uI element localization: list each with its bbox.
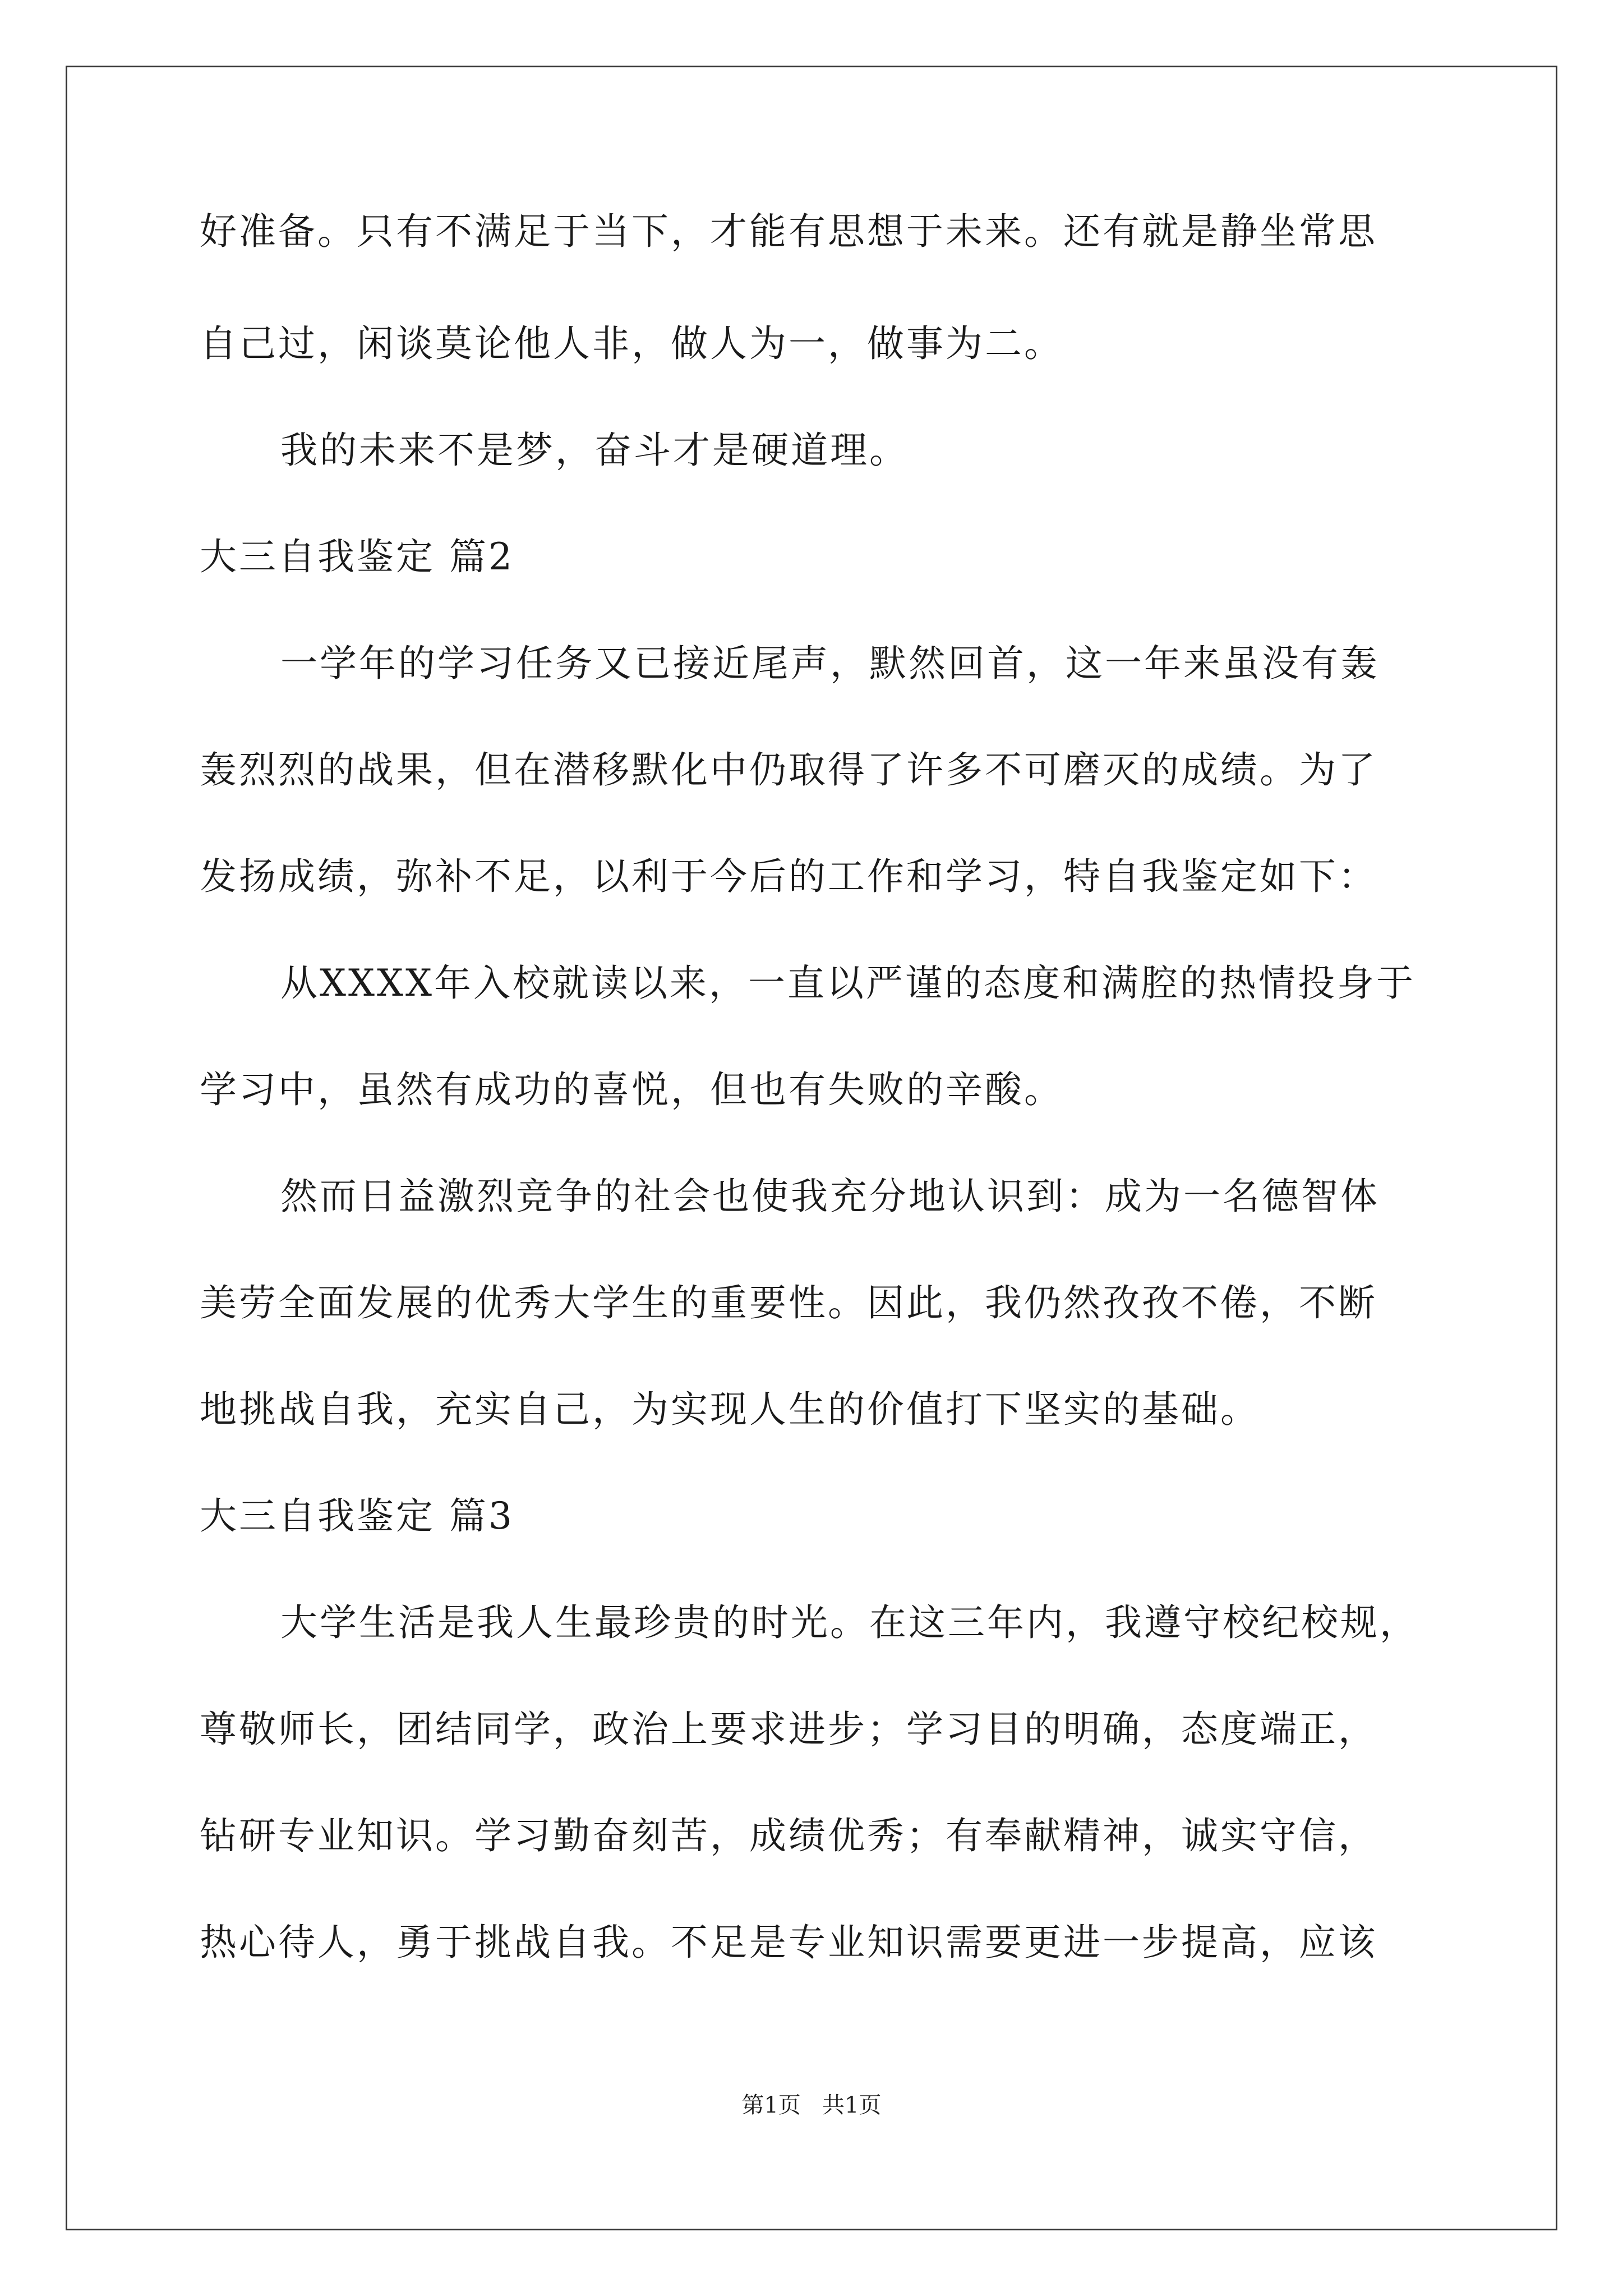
body-line: 尊敬师长，团结同学，政治上要求进步；学习目的明确，态度端正， bbox=[200, 1708, 1377, 1751]
body-line: 美劳全面发展的优秀大学生的重要性。因此，我仍然孜孜不倦，不断 bbox=[200, 1281, 1377, 1324]
page-footer: 第1页 共1页 bbox=[741, 2092, 882, 2118]
page-border bbox=[66, 66, 1557, 2230]
body-line: 轰烈烈的战果，但在潜移默化中仍取得了许多不可磨灭的成绩。为了 bbox=[200, 748, 1377, 792]
section-heading: 大三自我鉴定 篇2 bbox=[200, 535, 514, 578]
section-heading: 大三自我鉴定 篇3 bbox=[200, 1494, 514, 1538]
body-line: 好准备。只有不满足于当下，才能有思想于未来。还有就是静坐常思 bbox=[200, 210, 1377, 253]
body-line: 然而日益激烈竞争的社会也使我充分地认识到：成为一名德智体 bbox=[280, 1175, 1380, 1218]
body-line: 大学生活是我人生最珍贵的时光。在这三年内，我遵守校纪校规， bbox=[280, 1601, 1419, 1644]
body-line: 学习中，虽然有成功的喜悦，但也有失败的辛酸。 bbox=[200, 1068, 1063, 1111]
body-line: 自己过，闲谈莫论他人非，做人为一，做事为二。 bbox=[200, 322, 1063, 365]
body-line: 钻研专业知识。学习勤奋刻苦，成绩优秀；有奉献精神，诚实守信， bbox=[200, 1814, 1377, 1857]
body-line: 从XXXX年入校就读以来，一直以严谨的态度和满腔的热情投身于 bbox=[280, 961, 1415, 1005]
body-line: 地挑战自我，充实自己，为实现人生的价值打下坚实的基础。 bbox=[200, 1388, 1260, 1431]
body-line: 我的未来不是梦，奋斗才是硬道理。 bbox=[280, 429, 909, 472]
body-line: 热心待人，勇于挑战自我。不足是专业知识需要更进一步提高，应该 bbox=[200, 1921, 1377, 1964]
body-line: 发扬成绩，弥补不足，以利于今后的工作和学习，特自我鉴定如下： bbox=[200, 855, 1377, 898]
body-line: 一学年的学习任务又已接近尾声，默然回首，这一年来虽没有轰 bbox=[280, 642, 1380, 685]
